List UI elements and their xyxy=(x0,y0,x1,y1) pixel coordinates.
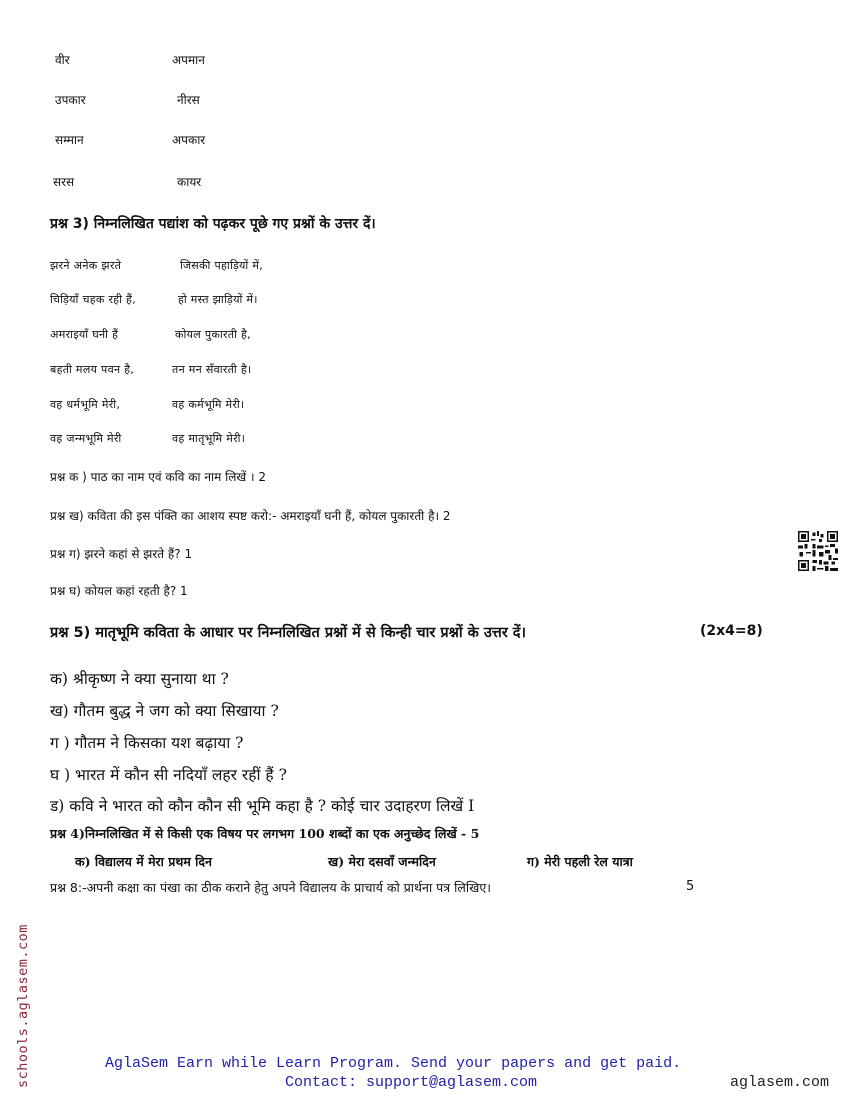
q5-item-kha: ख) गौतम बुद्ध ने जग को क्या सिखाया ? xyxy=(50,702,279,720)
q3-sub-question-gha: प्रश्न घ) कोयल कहां रहती है? 1 xyxy=(50,584,188,598)
poem-line-a: अमराइयाँ घनी हैं xyxy=(50,328,119,341)
pair-left: वीर xyxy=(55,53,70,67)
poem-line-b: हो मस्त झाड़ियों में। xyxy=(178,293,258,306)
poem-line-a: चिड़ियाँ चहक रही हैं, xyxy=(50,293,136,306)
poem-line-a: झरने अनेक झरते xyxy=(50,259,122,272)
pair-left: सम्मान xyxy=(55,133,84,147)
q4-heading: प्रश्न 4)निम्नलिखित में से किसी एक विषय पर लगभग 100 शब्दों का एक अनुच्छेद लिखें - 5 xyxy=(50,826,480,841)
footer-contact[interactable]: Contact: support@aglasem.com xyxy=(285,1074,538,1091)
pair-right: नीरस xyxy=(177,93,200,107)
q5-item-gha: घ ) भारत में कौन सी नदियाँ लहर रहीं हैं ? xyxy=(50,766,287,784)
footer-site-link[interactable]: aglasem.com xyxy=(730,1074,830,1091)
q3-sub-question-ga: प्रश्न ग) झरने कहां से झरते हैं? 1 xyxy=(50,547,193,561)
poem-line-b: कोयल पुकारती है, xyxy=(175,328,251,341)
q3-heading: प्रश्न 3) निम्नलिखित पद्यांश को पढ़कर पूछे गए प्रश्नों के उत्तर दें। xyxy=(50,216,376,232)
q5-item-da: ड) कवि ने भारत को कौन कौन सी भूमि कहा है ? कोई चार उदाहरण लिखें I xyxy=(50,797,475,815)
pair-right: अपमान xyxy=(172,53,205,67)
pair-left: सरस xyxy=(53,175,75,189)
pair-right: अपकार xyxy=(172,133,206,147)
q8-text: प्रश्न 8:-अपनी कक्षा का पंखा का ठीक कराने हेतु अपने विद्यालय के प्राचार्य को प्रार्थना पत्र लिखिए। xyxy=(50,880,491,895)
q8-marks: 5 xyxy=(686,879,695,894)
poem-line-b: जिसकी पहाड़ियों में, xyxy=(180,259,264,272)
poem-line-a: वह धर्मभूमि मेरी, xyxy=(50,398,121,411)
q3-sub-question-kha: प्रश्न ख) कविता की इस पंक्ति का आशय स्पष्ट करो:- अमराइयाँ घनी हैं, कोयल पुकारती है। 2 xyxy=(50,509,451,523)
poem-line-b: वह मातृभूमि मेरी। xyxy=(172,432,246,445)
poem-line-b: तन मन सँवारती है। xyxy=(172,363,252,376)
qr-code-icon xyxy=(798,531,838,571)
poem-line-b: वह कर्मभूमि मेरी। xyxy=(172,398,245,411)
pair-right: कायर xyxy=(177,175,202,189)
q5-marks: (2x4=8) xyxy=(700,623,763,639)
side-watermark: schools.aglasem.com xyxy=(15,924,31,1088)
footer-promo: AglaSem Earn while Learn Program. Send your papers and get paid. xyxy=(105,1055,682,1072)
poem-line-a: वह जन्मभूमि मेरी xyxy=(50,432,122,445)
q5-item-ga: ग ) गौतम ने किसका यश बढ़ाया ? xyxy=(50,734,244,752)
q4-topic-kha: ख) मेरा दसवाँ जन्मदिन xyxy=(328,854,436,869)
poem-line-a: बहती मलय पवन है, xyxy=(50,363,135,376)
q4-topic-ga: ग) मेरी पहली रेल यात्रा xyxy=(527,854,633,869)
q5-heading: प्रश्न 5) मातृभूमि कविता के आधार पर निम्नलिखित प्रश्नों में से किन्ही चार प्रश्नों के उत्तर दें। xyxy=(50,625,526,641)
q4-topic-ka: क) विद्यालय में मेरा प्रथम दिन xyxy=(75,854,212,869)
q3-sub-question-ka: प्रश्न क ) पाठ का नाम एवं कवि का नाम लिखें । 2 xyxy=(50,470,266,484)
pair-left: उपकार xyxy=(55,93,86,107)
q5-item-ka: क) श्रीकृष्ण ने क्या सुनाया था ? xyxy=(50,670,229,688)
